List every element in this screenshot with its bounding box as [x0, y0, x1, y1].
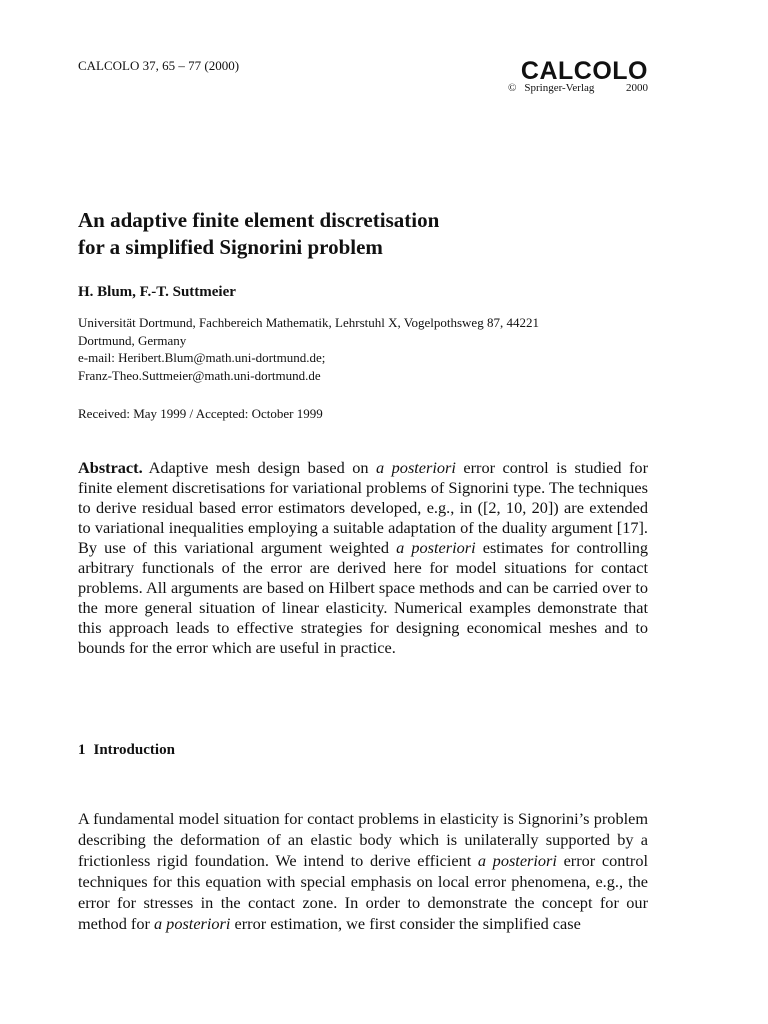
- email-line-1: e-mail: Heribert.Blum@math.uni-dortmund.de;: [78, 350, 326, 365]
- authors: H. Blum, F.-T. Suttmeier: [78, 284, 236, 300]
- abstract-text-3: estimates for controlling arbitrary functionals of the error are derived here for model situations for contact problems. All arguments are based on Hilbert space methods and can be carried over to the more general situation of linear elasticity. Numerical examples demonstrate that this approach leads to effective strategies for designing economical meshes and to bounds for the error which are useful in practice.: [78, 538, 649, 657]
- title-line-1: An adaptive finite element discretisation: [78, 208, 440, 232]
- section-title: Introduction: [93, 742, 175, 758]
- copyright-line: [508, 82, 648, 94]
- intro-text-1: A fundamental model situation for contact problems in elasticity is Signorini’s problem describing the deformation of an elastic body which is unilaterally supported by a frictionless rigid foundation. We intend to derive efficient: [78, 809, 648, 870]
- copyright-year: 2000: [626, 82, 648, 94]
- article-title: [78, 207, 439, 261]
- journal-reference: CALCOLO 37, 65 – 77 (2000): [78, 58, 240, 73]
- journal-logo-block: [508, 58, 648, 94]
- abstract-text-1: Adaptive mesh design based on: [148, 458, 369, 477]
- abstract-text-2: error control is studied for finite element discretisations for variational problems of Signorini type. The techniques to derive residual based error estimators developed, e.g., in ([2, 10, 20]) are extended to variational inequalities employing a suitable adaptation of the duality argument [17]. By use of this variational argument weighted: [78, 458, 648, 557]
- intro-text-3: error estimation, we first consider the simplified case: [234, 914, 581, 933]
- introduction-paragraph: [78, 808, 648, 934]
- intro-text-2: error control techniques for this equation with special emphasis on local error phenomena, e.g., the error for stresses in the contact zone. In order to demonstrate the concept for our method for: [78, 851, 648, 933]
- intro-italic-2: a posteriori: [153, 914, 231, 933]
- section-number: 1: [78, 742, 86, 758]
- title-line-2: for a simplified Signorini problem: [78, 235, 383, 259]
- affiliation-line-2: Dortmund, Germany: [78, 332, 187, 348]
- copyright-symbol: ©: [508, 82, 517, 94]
- intro-italic-1: a posteriori: [477, 851, 557, 870]
- affiliation-line-1: Universität Dortmund, Fachbereich Mathematik, Lehrstuhl X, Vogelpothsweg 87, 44221: [78, 315, 539, 330]
- abstract-italic-2: a posteriori: [396, 538, 476, 557]
- affiliation-block: [78, 314, 658, 384]
- email-line-2: Franz-Theo.Suttmeier@math.uni-dortmund.de: [78, 367, 321, 383]
- abstract-italic-1: a posteriori: [376, 458, 456, 477]
- section-heading: [78, 742, 175, 759]
- abstract-label: Abstract.: [78, 458, 143, 477]
- publisher-name: Springer-Verlag: [524, 82, 595, 94]
- abstract-paragraph: [78, 458, 648, 658]
- received-accepted-dates: Received: May 1999 / Accepted: October 1999: [78, 406, 323, 421]
- journal-logo: CALCOLO: [520, 57, 648, 85]
